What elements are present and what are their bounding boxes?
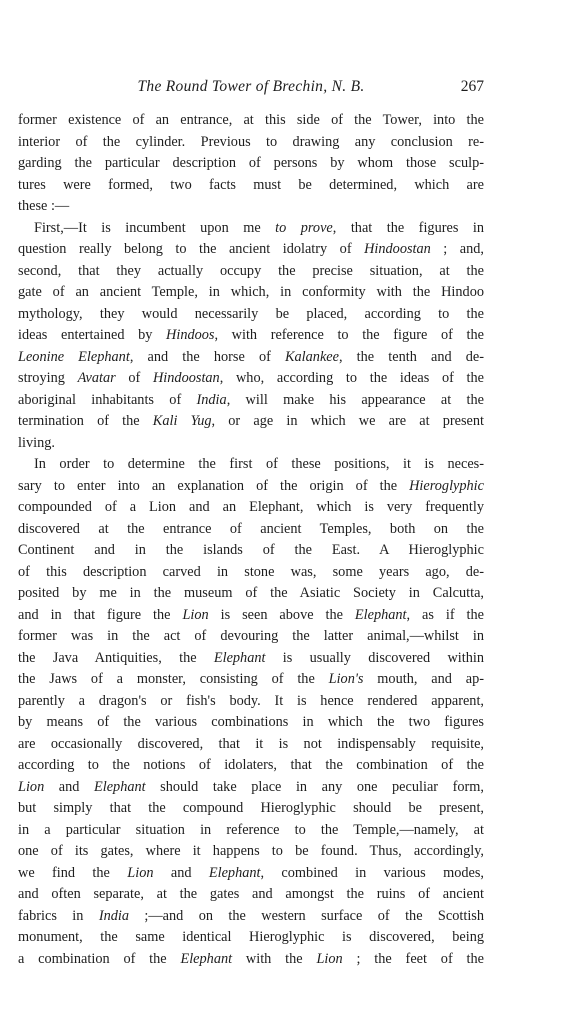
text-line: we find the Lion and Elephant, combined in various modes, — [18, 864, 484, 881]
text-line: posited by me in the museum of the Asiatic Society in Calcutta, — [18, 585, 484, 601]
text-line: but simply that the compound Hieroglyphic should be present, — [18, 800, 484, 816]
text-line: First,—It is incumbent upon me to prove, that the figures in — [34, 219, 484, 236]
text-line: a combination of the Elephant with the Lion ; the feet of the — [18, 950, 484, 967]
text-line: Lion and Elephant should take place in any one peculiar form, — [18, 778, 484, 795]
text-line: garding the particular description of persons by whom those sculp- — [18, 155, 484, 171]
text-line: termination of the Kali Yug, or age in which we are at present — [18, 413, 484, 429]
text-line: second, that they actually occupy the precise situation, at the — [18, 262, 484, 279]
text-line: living. — [18, 434, 55, 451]
page-number: 267 — [460, 78, 484, 95]
body-text — [18, 110, 484, 970]
text-line: monument, the same identical Hieroglyphic is discovered, being — [18, 929, 484, 945]
text-line: by means of the various combinations in which the two figures — [18, 714, 484, 730]
text-line: parently a dragon's or fish's body. It is hence rendered apparent, — [18, 692, 484, 709]
text-line: sary to enter into an explanation of the origin of the Hieroglyphic — [18, 477, 484, 494]
text-line: ideas entertained by Hindoos, with reference to the figure of the — [18, 327, 484, 343]
text-line: former existence of an entrance, at this side of the Tower, into the — [18, 112, 484, 128]
text-line: former was in the act of devouring the latter animal,—whilst in — [18, 628, 484, 644]
text-line: question really belong to the ancient idolatry of Hindoostan ; and, — [18, 241, 484, 257]
running-title: The Round Tower of Brechin, N. B. — [137, 78, 365, 95]
text-line: stroying Avatar of Hindoostan, who, according to the ideas of the — [18, 370, 484, 386]
text-line: mythology, they would necessarily be placed, according to the — [18, 305, 484, 322]
text-line: gate of an ancient Temple, in which, in conformity with the Hindoo — [18, 284, 484, 300]
text-line: and in that figure the Lion is seen above the Elephant, as if the — [18, 606, 484, 623]
text-line: interior of the cylinder. Previous to drawing any conclusion re- — [18, 133, 484, 150]
text-line: tures were formed, two facts must be determined, which are — [18, 176, 484, 193]
text-line: of this description carved in stone was, some years ago, de- — [18, 563, 484, 580]
text-line: are occasionally discovered, that it is not indispensably requisite, — [18, 735, 484, 752]
text-line: in a particular situation in reference to the Temple,—namely, at — [18, 821, 484, 838]
text-line: according to the notions of idolaters, that the combination of the — [18, 757, 484, 773]
text-line: discovered at the entrance of ancient Temples, both on the — [18, 520, 484, 537]
text-line: compounded of a Lion and an Elephant, which is very frequently — [18, 499, 484, 515]
text-line: one of its gates, where it happens to be found. Thus, accordingly, — [18, 843, 484, 859]
text-line: the Java Antiquities, the Elephant is usually discovered within — [18, 649, 484, 666]
text-line: aboriginal inhabitants of India, will make his appearance at the — [18, 391, 484, 408]
text-line: and often separate, at the gates and amongst the ruins of ancient — [18, 886, 484, 902]
text-line: these :— — [18, 198, 70, 214]
page-header — [18, 76, 484, 98]
text-line: Leonine Elephant, and the horse of Kalankee, the tenth and de- — [18, 348, 484, 365]
text-line: the Jaws of a monster, consisting of the Lion's mouth, and ap- — [18, 671, 484, 687]
text-line: Continent and in the islands of the East. A Hieroglyphic — [18, 542, 484, 558]
text-line: In order to determine the first of these positions, it is neces- — [34, 456, 484, 472]
text-line: fabrics in India ;—and on the western surface of the Scottish — [18, 907, 484, 924]
